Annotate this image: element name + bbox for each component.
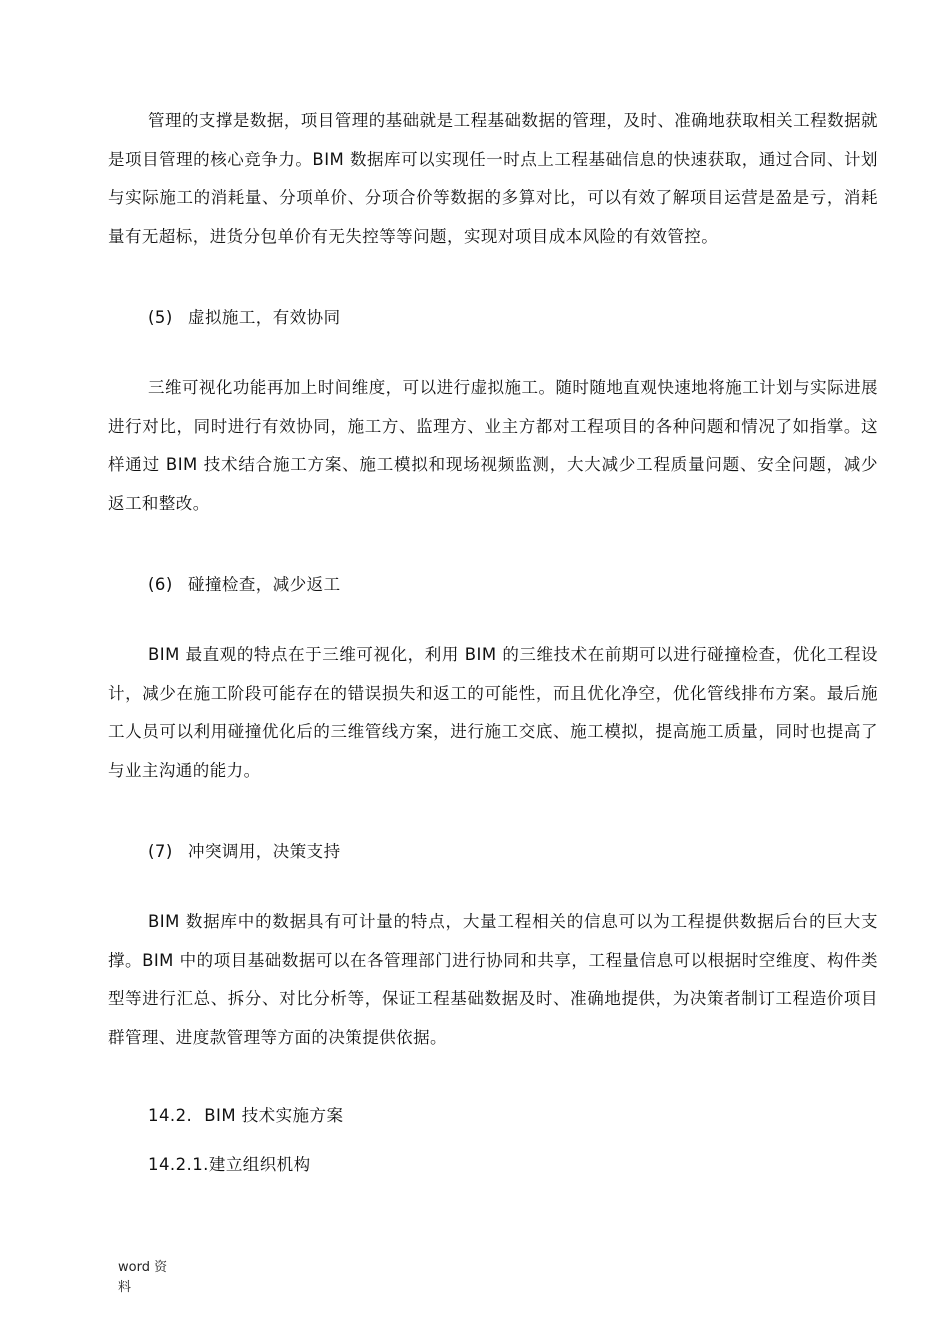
footer-label: word 资料: [118, 1260, 168, 1295]
paragraph-decision-support: BIM 数据库中的数据具有可计量的特点，大量工程相关的信息可以为工程提供数据后台的巨大支撑。BIM 中的项目基础数据可以在各管理部门进行协同和共享，工程量信息可以根据时空维度、构件类型等进行汇总、拆分、对比分析等，保证工程基础数据及时、准确地提供，为决策者制订工程造价项目群管理、进度款管理等方面的决策提供依据。: [108, 912, 878, 1047]
paragraph-collision-check: BIM 最直观的特点在于三维可视化，利用 BIM 的三维技术在前期可以进行碰撞检查，优化工程设计，减少在施工阶段可能存在的错误损失和返工的可能性，而且优化净空，优化管线排布方案。最后施工人员可以利用碰撞优化后的三维管线方案，进行施工交底、施工模拟，提高施工质量，同时也提高了与业主沟通的能力。: [108, 645, 878, 780]
section-heading-bim-plan: [148, 1104, 343, 1128]
section-number: 14.2.: [148, 1106, 193, 1125]
heading-number: (7): [148, 842, 173, 861]
heading-decision-support: [148, 840, 341, 864]
heading-number: (6): [148, 575, 173, 594]
paragraph-virtual-construction: 三维可视化功能再加上时间维度，可以进行虚拟施工。随时随地直观快速地将施工计划与实际进展进行对比，同时进行有效协同，施工方、监理方、业主方都对工程项目的各种问题和情况了如指掌。这样通过 BIM 技术结合施工方案、施工模拟和现场视频监测，大大减少工程质量问题、安全问题，减少返工和整改。: [108, 378, 878, 513]
heading-virtual-construction: [148, 306, 341, 330]
heading-text: 虚拟施工，有效协同: [188, 308, 341, 327]
subsection-heading-organization: 14.2.1.建立组织机构: [148, 1155, 311, 1174]
section-title: BIM 技术实施方案: [204, 1106, 344, 1125]
paragraph-data-management: 管理的支撑是数据，项目管理的基础就是工程基础数据的管理，及时、准确地获取相关工程数据就是项目管理的核心竞争力。BIM 数据库可以实现任一时点上工程基础信息的快速获取，通过合同、计划与实际施工的消耗量、分项单价、分项合价等数据的多算对比，可以有效了解项目运营是盈是亏，消耗量有无超标，进货分包单价有无失控等等问题，实现对项目成本风险的有效管控。: [108, 111, 878, 246]
heading-text: 碰撞检查，减少返工: [188, 575, 341, 594]
heading-collision-check: [148, 573, 341, 597]
heading-number: (5): [148, 308, 173, 327]
heading-text: 冲突调用，决策支持: [188, 842, 341, 861]
